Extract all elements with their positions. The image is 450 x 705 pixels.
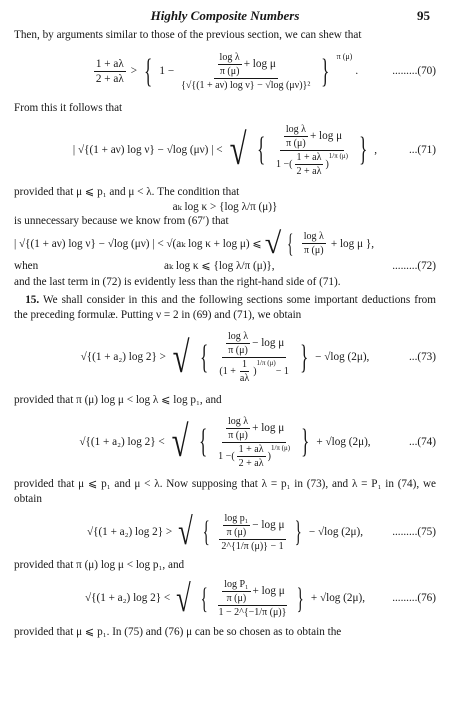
eq71-bot-in-num: 1 + aλ xyxy=(296,151,322,163)
eq72-top-a: log λ xyxy=(303,231,324,243)
eq74-right-brace: } xyxy=(301,423,310,461)
eq71-top-tail: + log μ xyxy=(309,129,343,142)
eq72-lhs: | √{(1 + aν) log ν} − √log (μν) | < √(aₖ log κ + log μ) ⩽ xyxy=(14,237,262,250)
eq73-bot-in-den: aλ xyxy=(239,373,250,384)
eq75-left-brace: { xyxy=(202,515,210,549)
condition-line: aₖ log κ > {log λ/π (μ)} xyxy=(172,200,278,213)
eq70-den: {√{(1 + aν) log ν} − √log (μν)}² xyxy=(181,80,311,92)
equation-76 xyxy=(14,573,436,625)
eq76-tail: + √log (2μ), xyxy=(310,592,366,605)
equation-71 xyxy=(14,115,436,185)
when-label: when xyxy=(14,259,39,272)
eq75-den: 2^{1/π (μ)} − 1 xyxy=(221,540,284,552)
section-number: 15. xyxy=(25,294,40,307)
eq75-top-b: π (μ) xyxy=(226,526,247,538)
eq74-tail: + √log (2μ), xyxy=(316,435,371,448)
equation-75 xyxy=(14,506,436,558)
eq70-lhs-den: 2 + aλ xyxy=(95,73,124,86)
eq75-number: .........(75) xyxy=(392,525,436,538)
eq73-bot-tail: − 1 xyxy=(275,366,289,377)
eq71-bot-exp: 1/π (μ) xyxy=(328,151,348,160)
page-header xyxy=(14,6,436,28)
paragraph-provided-5: provided that μ ⩽ p₁. In (75) and (76) μ can be so chosen as to obtain the xyxy=(14,625,342,638)
eq74-top-b: π (μ) xyxy=(228,429,248,441)
eq72-top-b: π (μ) xyxy=(303,245,324,257)
eq73-top-a: log λ xyxy=(227,331,249,342)
eq71-top-b: π (μ) xyxy=(286,137,306,149)
eq76-lhs: √{(1 + a₂) log 2} < xyxy=(84,592,171,605)
eq74-main-frac: $\frac{\text{log λ}}{\pi (\mu)}$ + log μ 1 − ( $\frac{1 + a\lambda}{2 + a\lambda}$ ) 1/π (μ) xyxy=(218,415,291,469)
eq76-right-brace: } xyxy=(297,581,305,615)
eq74-top-tail: + log μ xyxy=(252,421,285,434)
when-line xyxy=(14,259,436,275)
eq76-radical: √ xyxy=(176,577,191,620)
eq74-bot-in-den: 2 + aλ xyxy=(238,457,264,469)
eq70-exponent: π (μ) xyxy=(336,52,353,62)
paragraph-provided-1: provided that μ ⩽ p₁ and μ < λ. The condition that xyxy=(14,186,240,199)
eq71-radical: √ xyxy=(229,125,247,175)
eq76-top-tail: + log μ xyxy=(252,585,285,598)
equation-74 xyxy=(14,407,436,477)
eq72-radical: √ xyxy=(264,226,282,260)
eq74-bot-in-num: 1 + aλ xyxy=(238,443,264,455)
eq70-lhs-num: 1 + aλ xyxy=(94,57,126,73)
eq75-main-frac xyxy=(219,512,287,553)
page-number: 95 xyxy=(417,8,430,23)
eq71-top-a: log λ xyxy=(285,123,306,135)
when-condition: aₖ log κ ⩽ {log λ/π (μ)}, xyxy=(164,259,275,272)
eq71-bot-in-den: 2 + aλ xyxy=(296,165,322,177)
eq71-right-brace: } xyxy=(359,131,368,169)
section-text: We shall consider in this and the following sections some important deductions from the preceding formulæ. Putting ν = 2 in (69) and (71), we obtain xyxy=(14,294,436,321)
eq74-top-a: log λ xyxy=(227,415,249,427)
eq76-main-frac xyxy=(217,578,289,619)
eq73-number: ...(73) xyxy=(408,351,436,364)
paragraph-provided-2: provided that π (μ) log μ < log λ ⩽ log p₁, and xyxy=(14,393,222,406)
paragraph-from-this: From this it follows that xyxy=(14,101,123,114)
eq73-radical: √ xyxy=(172,332,190,382)
eq71-tail: , xyxy=(374,143,378,156)
paragraph-unnecessary: is unnecessary because we know from (67′) that xyxy=(14,215,229,228)
eq71-main-frac: $\frac{\text{log λ}}{\pi (\mu)}$ + log μ 1 − ( $\frac{1 + a\lambda}{2 + a\lambda}$ ) 1/π (μ) xyxy=(276,123,348,177)
eq73-main-frac: $\frac{\text{log λ}}{\pi (\mu)}$ − log μ (1 + $\frac{1}{a\lambda}$ ) 1/π (μ) − 1 xyxy=(219,331,289,384)
equation-73 xyxy=(14,323,436,393)
eq71-left-brace: { xyxy=(256,131,265,169)
eq72-frac xyxy=(302,230,326,257)
eq75-tail: − √log (2μ), xyxy=(308,525,364,538)
eq74-left-brace: { xyxy=(198,423,208,461)
eq73-bot-open: (1 + xyxy=(219,366,236,377)
equation-72 xyxy=(14,226,436,260)
eq74-number: ...(74) xyxy=(408,435,436,448)
eq72-number: .........(72) xyxy=(392,259,436,272)
paragraph-intro: Then, by arguments similar to those of the previous section, we can shew that xyxy=(14,29,362,41)
eq76-number: .........(76) xyxy=(392,592,436,605)
eq73-top-tail: − log μ xyxy=(252,337,285,350)
eq75-lhs: √{(1 + a₂) log 2} > xyxy=(86,525,173,538)
eq74-bot-one: 1 − xyxy=(218,450,232,462)
section-15-paragraph xyxy=(14,293,436,322)
eq70-left-brace: { xyxy=(144,52,153,90)
eq70-number: .........(70) xyxy=(392,65,436,78)
eq70-one-minus: 1 − xyxy=(159,65,175,78)
paragraph-last-term: and the last term in (72) is evidently less than the right-hand side of (71). xyxy=(14,275,341,288)
eq75-right-brace: } xyxy=(295,515,303,549)
eq72-left-brace: { xyxy=(287,228,294,258)
eq73-left-brace: { xyxy=(200,338,209,376)
eq70-lhs xyxy=(94,57,126,87)
paragraph-provided-4: provided that π (μ) log μ < log p₁, and xyxy=(14,559,185,572)
eq73-bot-in-num: 1 xyxy=(242,359,248,370)
eq74-radical: √ xyxy=(171,417,189,467)
eq75-top-tail: − log μ xyxy=(252,518,285,531)
eq76-top-a: log P₁ xyxy=(224,579,249,591)
eq72-tail: + log μ }, xyxy=(330,237,375,250)
eq73-top-b: π (μ) xyxy=(228,345,248,356)
eq70-tail: . xyxy=(355,65,359,78)
eq74-bot-exp: 1/π (μ) xyxy=(270,443,291,452)
eq71-lhs: | √{(1 + aν) log ν} − √log (μν) | < xyxy=(72,143,223,156)
eq76-den: 1 − 2^{−1/π (μ)} xyxy=(218,607,287,619)
eq70-inner-bot: π (μ) xyxy=(219,66,240,78)
eq73-bot-exp: 1/π (μ) xyxy=(256,358,276,367)
eq70-inner-tail: + log μ xyxy=(243,58,276,71)
eq70-right-brace: } xyxy=(321,52,330,90)
equation-70 xyxy=(14,43,436,101)
eq76-left-brace: { xyxy=(200,581,208,615)
eq71-bot-one: 1 − xyxy=(276,158,290,170)
running-title: Highly Composite Numbers xyxy=(150,8,300,23)
eq70-main-frac xyxy=(179,51,312,92)
eq73-lhs: √{(1 + a₂) log 2} > xyxy=(80,351,166,364)
eq73-tail: − √log (2μ), xyxy=(315,351,370,364)
eq75-radical: √ xyxy=(178,511,193,554)
eq76-top-b: π (μ) xyxy=(226,593,247,605)
eq71-number: ...(71) xyxy=(408,143,436,156)
paragraph-provided-3: provided that μ ⩽ p₁ and μ < λ. Now supposing that λ = p₁ in (73), and λ = P₁ in (74), we obtain xyxy=(14,478,436,505)
eq75-top-a: log p₁ xyxy=(224,512,249,524)
eq73-right-brace: } xyxy=(299,338,309,376)
eq74-lhs: √{(1 + a₂) log 2} < xyxy=(79,435,165,448)
eq70-rel: > xyxy=(130,65,138,78)
eq70-inner-top: log λ xyxy=(219,52,240,64)
